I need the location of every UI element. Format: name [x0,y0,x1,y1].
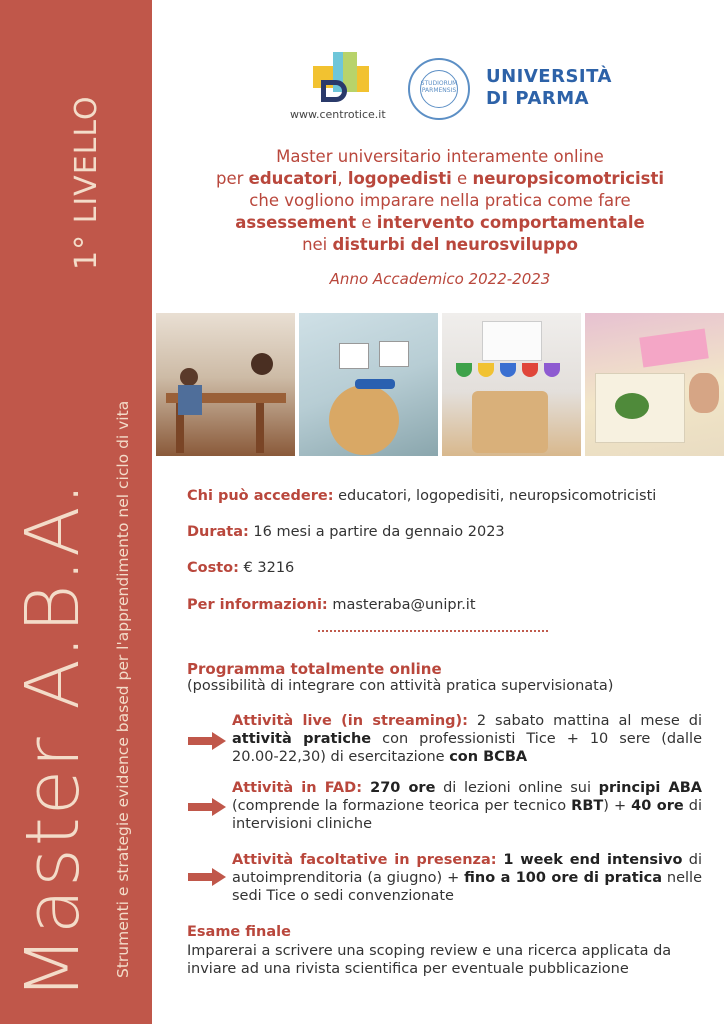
tice-website[interactable]: www.centrotice.it [290,108,386,121]
access-label: Chi può accedere: [187,488,334,504]
activity-fad: Attività in FAD: 270 ore di lezioni online sui principi ABA (comprende la formazione teorica per tecnico RBT) + 40 ore di intervisioni cliniche [232,780,702,832]
cost-label: Costo: [187,560,239,576]
exam-text: Imparerai a scrivere una scoping review e una ricerca applicata da inviare ad una rivista scientifica per eventuale pubblicazione [187,943,672,977]
intro-text [170,146,710,256]
university-name [486,66,612,110]
activity-live: Attività live (in streaming): 2 sabato mattina al mese di attività pratiche con professionisti Tice + 10 sere (dalle 20.00-22,30) di esercitazione con BCBA [232,713,703,765]
info-duration [187,524,505,540]
program-note: (possibilità di integrare con attività pratica supervisionata) [187,678,614,694]
program-title: Programma totalmente online [187,660,442,678]
intro-line-3: che vogliono imparare nella pratica come fare [249,191,631,210]
university-seal-icon [408,58,470,120]
info-cost [187,560,294,576]
info-access [187,488,656,504]
photo-classroom [156,313,295,456]
university-name-line2: DI PARMA [486,88,590,109]
photo-picture-cards [299,313,438,456]
university-name-line1: UNIVERSITÀ [486,66,612,87]
side-band [0,0,152,1024]
duration-label: Durata: [187,524,249,540]
master-subtitle: Strumenti e strategie evidence based per l'apprendimento nel ciclo di vita [114,400,132,978]
master-title: Master A.B.A. [10,480,96,1000]
arrow-right-icon [188,868,226,886]
intro-line-1: Master universitario interamente online [276,147,604,166]
arrow-right-icon [188,798,226,816]
cost-value: € 3216 [238,560,295,576]
intro-line-4: assessement e intervento comportamentale [235,213,645,232]
exam-title: Esame finale [187,924,291,940]
access-value: educatori, logopedisiti, neuropsicomotricisti [333,488,657,504]
duration-value: 16 mesi a partire da gennaio 2023 [248,524,505,540]
intro-line-2: per educatori, logopedisti e neuropsicomotricisti [215,169,665,188]
contact-email[interactable]: masteraba@unipr.it [327,597,476,613]
seal-text: STUDIORUM PARMENSIS [420,80,458,94]
activity-in-person: Attività facoltative in presenza: 1 week end intensivo di autoimprenditoria (a giugno) + fino a 100 ore di pratica nelle sedi Tice o sedi convenzionate [232,852,703,904]
academic-year: Anno Accademico 2022-2023 [329,270,551,288]
contact-label: Per informazioni: [187,597,328,613]
dotted-divider [318,630,548,632]
arrow-right-icon [188,732,226,750]
intro-line-5: nei disturbi del neurosviluppo [302,235,578,254]
photo-colored-bowls [442,313,581,456]
info-contact [187,597,476,613]
tice-logo [313,52,369,104]
photo-word-cards [585,313,724,456]
master-level: 1° LIVELLO [69,95,104,270]
